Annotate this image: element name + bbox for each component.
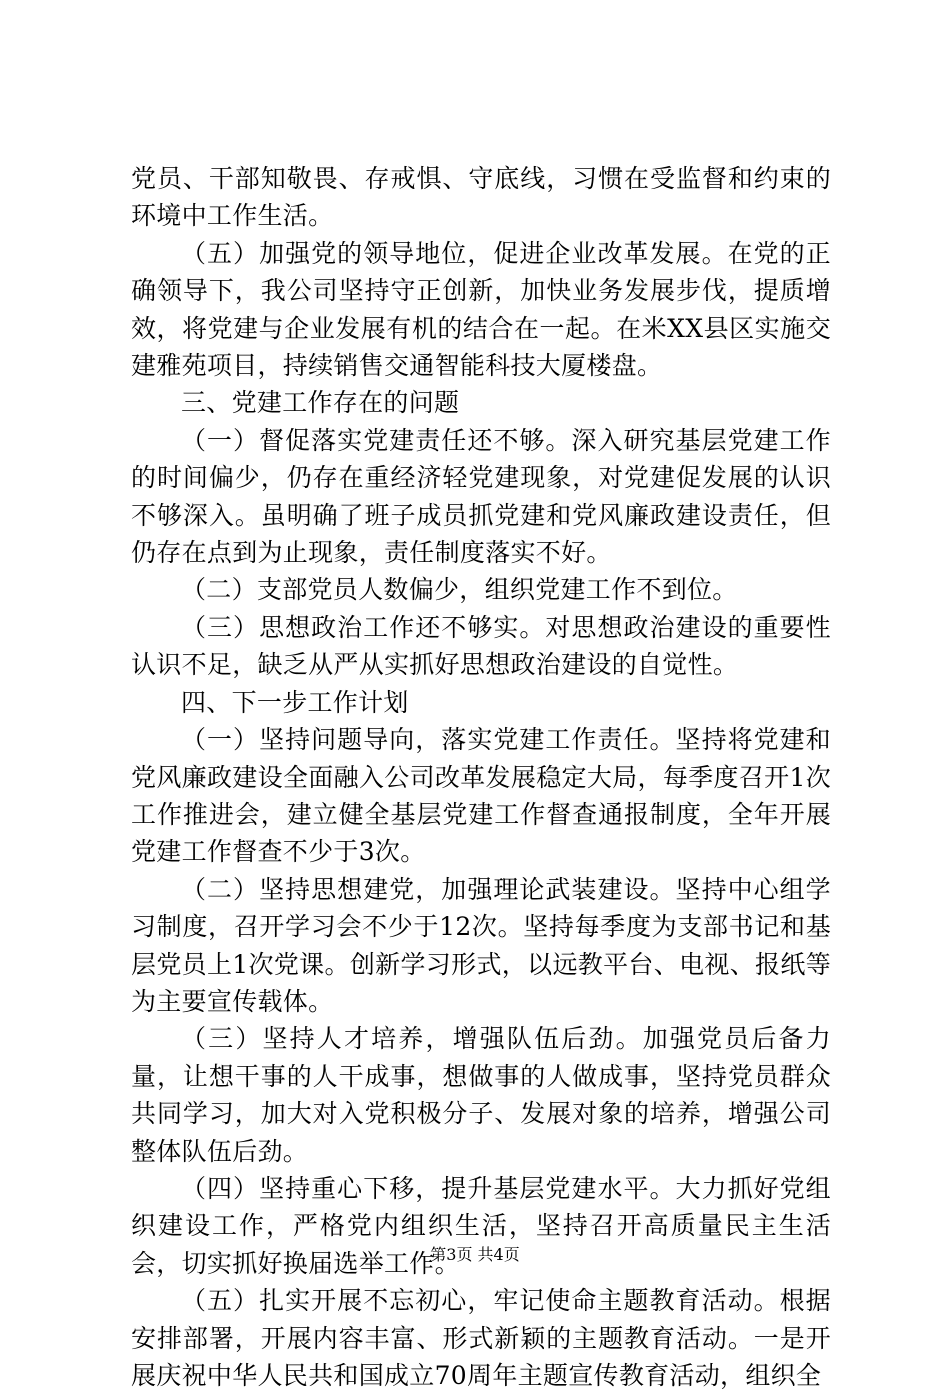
paragraph-plan-2: （二）坚持思想建党，加强理论武装建设。坚持中心组学习制度，召开学习会不少于12次。坚持每季度为支部书记和基层党员上1次党课。创新学习形式，以远教平台、电视、报纸等为主要宣传载体。 xyxy=(131,874,831,1016)
paragraph-problem-3: （三）思想政治工作还不够实。对思想政治建设的重要性认识不足，缺乏从严从实抓好思想政治建设的自觉性。 xyxy=(131,612,831,680)
paragraph-plan-3: （三）坚持人才培养，增强队伍后劲。加强党员后备力量，让想干事的人干成事，想做事的人做成事，坚持党员群众共同学习，加大对入党积极分子、发展对象的培养，增强公司整体队伍后劲。 xyxy=(131,1024,831,1166)
paragraph-section-2-item-5: （五）加强党的领导地位，促进企业改革发展。在党的正确领导下，我公司坚持守正创新，加快业务发展步伐，提质增效，将党建与企业发展有机的结合在一起。在米XX县区实施交建雅苑项目，持续销售交通智能科技大厦楼盘。 xyxy=(131,238,831,381)
paragraph-plan-1: （一）坚持问题导向，落实党建工作责任。坚持将党建和党风廉政建设全面融入公司改革发展稳定大局，每季度召开1次工作推进会，建立健全基层党建工作督查通报制度，全年开展党建工作督查不少于3次。 xyxy=(131,725,831,867)
paragraph-problem-2: （二）支部党员人数偏少，组织党建工作不到位。 xyxy=(181,575,738,605)
paragraph-continuation: 党员、干部知敬畏、存戒惧、守底线，习惯在受监督和约束的环境中工作生活。 xyxy=(131,164,831,231)
paragraph-plan-4: （四）坚持重心下移，提升基层党建水平。大力抓好党组织建设工作，严格党内组织生活，坚持召开高质量民主生活会，切实抓好换届选举工作。 xyxy=(131,1173,831,1278)
section-heading-next-plan: 四、下一步工作计划 xyxy=(181,687,409,717)
page-number-footer: 第3页 共4页 xyxy=(430,1245,520,1264)
document-body xyxy=(131,160,831,1394)
paragraph-plan-5: （五）扎实开展不忘初心，牢记使命主题教育活动。根据安排部署，开展内容丰富、形式新颖的主题教育活动。一是开展庆祝中华人民共和国成立70周年主题宣传教育活动，组织全 xyxy=(131,1286,831,1390)
section-heading-problems: 三、党建工作存在的问题 xyxy=(181,388,460,418)
paragraph-problem-1: （一）督促落实党建责任还不够。深入研究基层党建工作的时间偏少，仍存在重经济轻党建现象，对党建促发展的认识不够深入。虽明确了班子成员抓党建和党风廉政建设责任，但仍存在点到为止现象，责任制度落实不好。 xyxy=(131,425,831,568)
